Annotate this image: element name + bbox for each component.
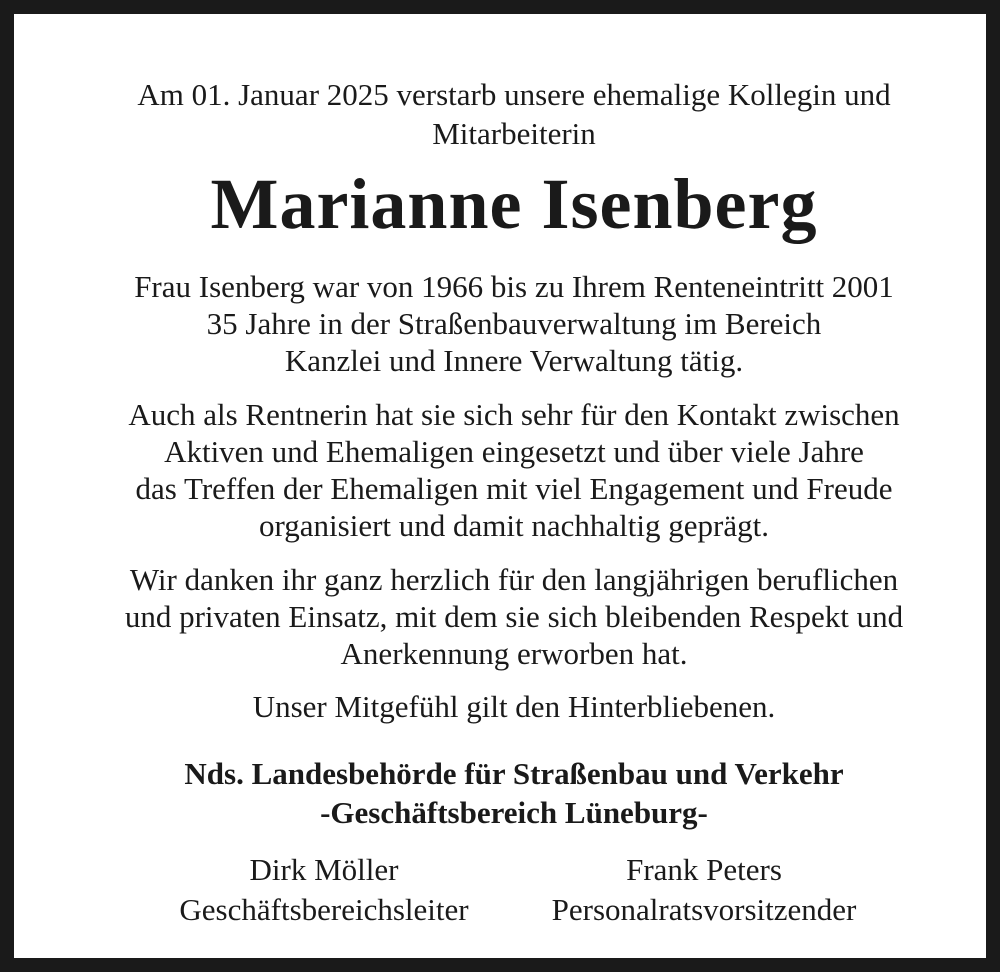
paragraph-3-line-1: Wir danken ihr ganz herzlich für den langjährigen beruflichen xyxy=(129,562,899,597)
paragraph-3-line-2: und privaten Einsatz, mit dem sie sich bleibenden Respekt und xyxy=(124,599,904,634)
paragraph-1-line-1: Frau Isenberg war von 1966 bis zu Ihrem Renteneintritt 2001 xyxy=(134,269,894,304)
paragraph-2-line-1: Auch als Rentnerin hat sie sich sehr für den Kontakt zwischen xyxy=(128,397,900,432)
deceased-name: Marianne Isenberg xyxy=(210,164,818,244)
signatory-2-name: Frank Peters xyxy=(626,852,782,887)
organization-division: -Geschäftsbereich Lüneburg- xyxy=(320,795,708,830)
paragraph-1-line-2: 35 Jahre in der Straßenbauverwaltung im Bereich xyxy=(206,306,822,341)
intro-line-1: Am 01. Januar 2025 verstarb unsere ehemalige Kollegin und xyxy=(137,77,891,112)
paragraph-4-line-1: Unser Mitgefühl gilt den Hinterbliebenen. xyxy=(252,689,776,724)
organization-name: Nds. Landesbehörde für Straßenbau und Verkehr xyxy=(184,756,844,791)
paragraph-1-line-3: Kanzlei und Innere Verwaltung tätig. xyxy=(284,343,744,378)
paragraph-3-line-3: Anerkennung erworben hat. xyxy=(340,636,688,671)
paragraph-2-line-4: organisiert und damit nachhaltig geprägt. xyxy=(259,508,769,543)
signatory-2-role: Personalratsvorsitzender xyxy=(551,892,857,927)
intro-line-2: Mitarbeiterin xyxy=(432,116,596,151)
paragraph-2-line-3: das Treffen der Ehemaligen mit viel Engagement und Freude xyxy=(135,471,893,506)
signatory-1-name: Dirk Möller xyxy=(249,852,399,887)
paragraph-2-line-2: Aktiven und Ehemaligen eingesetzt und über viele Jahre xyxy=(164,434,864,469)
signatory-1-role: Geschäftsbereichsleiter xyxy=(179,892,469,927)
